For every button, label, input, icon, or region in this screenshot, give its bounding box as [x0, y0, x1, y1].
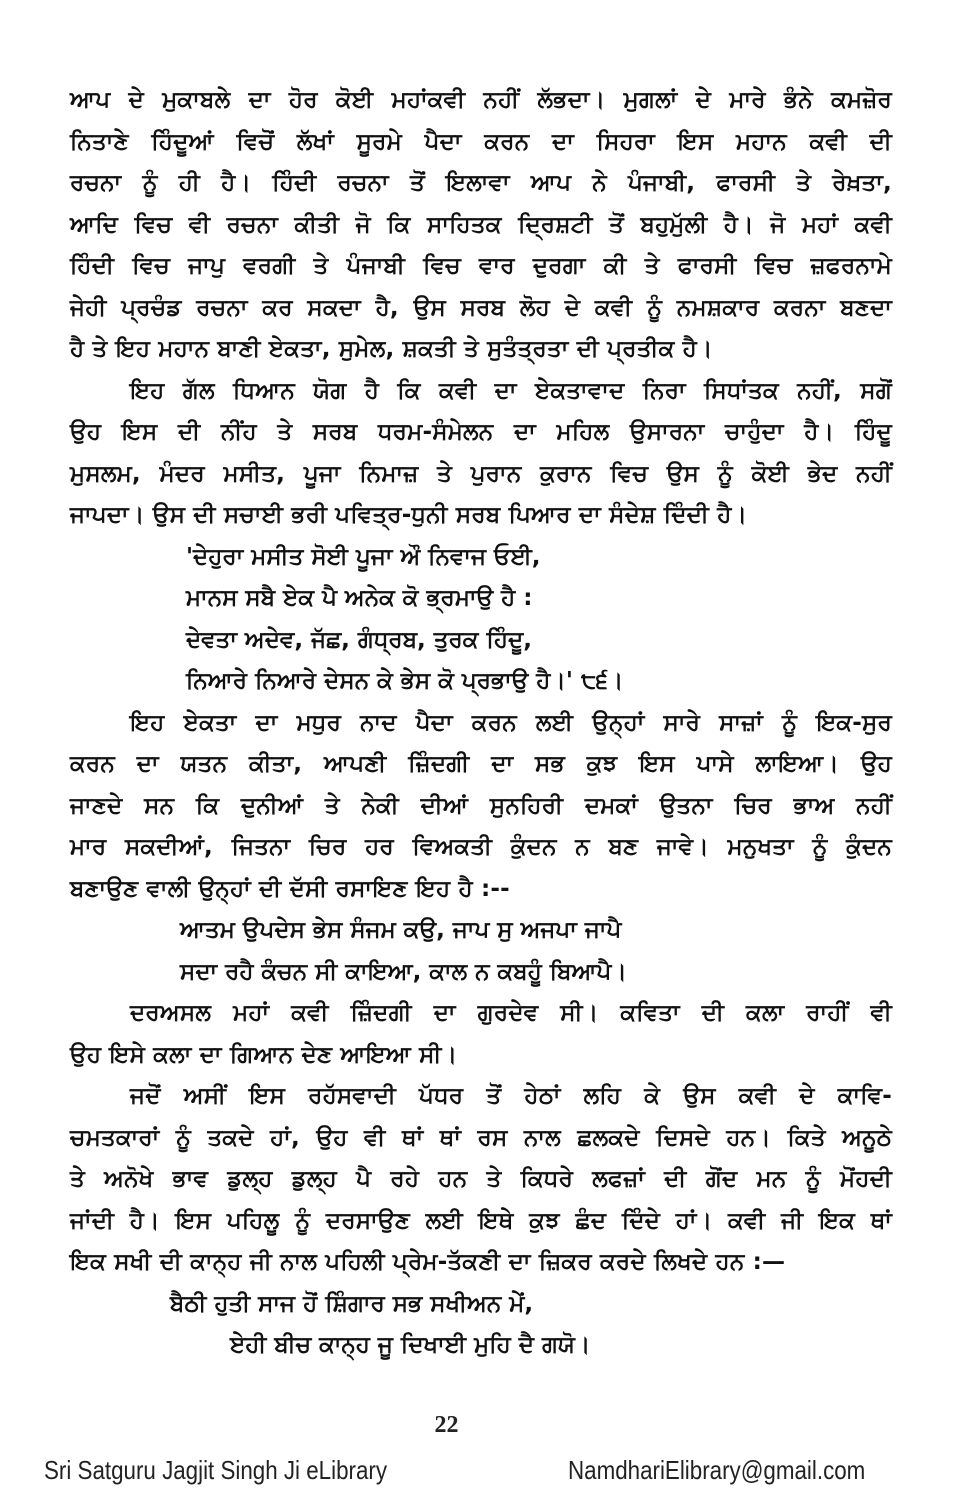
text-line: ਇਹ ਗੱਲ ਧਿਆਨ ਯੋਗ ਹੈ ਕਿ ਕਵੀ ਦਾ ਏਕਤਾਵਾਦ ਨਿਰਾ ਸਿਧਾਂਤਕ ਨਹੀਂ, ਸਗੋਂ: [130, 377, 892, 404]
verse-line: 'ਦੇਹੁਰਾ ਮਸੀਤ ਸੋਈ ਪੂਜਾ ਔ ਨਿਵਾਜ ਓਈ,: [186, 543, 541, 570]
footer-library-name: Sri Satguru Jagjit Singh Ji eLibrary: [44, 1455, 388, 1485]
paragraph: [70, 703, 892, 911]
text-line: ਬਣਾਉਣ ਵਾਲੀ ਉਨ੍ਹਾਂ ਦੀ ਦੱਸੀ ਰਸਾਇਣ ਇਹ ਹੈ :--: [70, 875, 510, 902]
text-line: ਰਚਨਾ ਨੂੰ ਹੀ ਹੈ। ਹਿੰਦੀ ਰਚਨਾ ਤੋਂ ਇਲਾਵਾ ਆਪ ਨੇ ਪੰਜਾਬੀ, ਫਾਰਸੀ ਤੇ ਰੇਖ਼ਤਾ,: [70, 170, 892, 196]
paragraph: [70, 80, 892, 371]
verse-quote: [70, 537, 892, 703]
text-line: ਹਿੰਦੀ ਵਿਚ ਜਾਪੁ ਵਰਗੀ ਤੇ ਪੰਜਾਬੀ ਵਿਚ ਵਾਰ ਦੁਰਗਾ ਕੀ ਤੇ ਫਾਰਸੀ ਵਿਚ ਜ਼ਫਰਨਾਮੇ: [70, 253, 892, 279]
text-line: ਕਰਨ ਦਾ ਯਤਨ ਕੀਤਾ, ਆਪਣੀ ਜ਼ਿੰਦਗੀ ਦਾ ਸਭ ਕੁਝ ਇਸ ਪਾਸੇ ਲਾਇਆ। ਉਹ: [70, 751, 892, 777]
text-line: ਜੇਹੀ ਪ੍ਰਚੰਡ ਰਚਨਾ ਕਰ ਸਕਦਾ ਹੈ, ਉਸ ਸਰਬ ਲੋਹ ਦੇ ਕਵੀ ਨੂੰ ਨਮਸ਼ਕਾਰ ਕਰਨਾ ਬਣਦਾ: [70, 294, 892, 321]
verse-line: ਆਤਮ ਉਪਦੇਸ ਭੇਸ ਸੰਜਮ ਕਉ, ਜਾਪ ਸੁ ਅਜਪਾ ਜਾਪੈ: [180, 917, 622, 943]
verse-line: ਬੈਠੀ ਹੁਤੀ ਸਾਜ ਹੋਂ ਸ਼ਿੰਗਾਰ ਸਭ ਸਖੀਅਨ ਮੇਂ,: [170, 1290, 534, 1317]
text-line: ਜਾਪਦਾ। ਉਸ ਦੀ ਸਚਾਈ ਭਰੀ ਪਵਿਤ੍ਰ-ਧੁਨੀ ਸਰਬ ਪਿਆਰ ਦਾ ਸੰਦੇਸ਼ ਦਿੰਦੀ ਹੈ।: [70, 502, 748, 528]
text-line: ਜਦੋਂ ਅਸੀਂ ਇਸ ਰਹੱਸਵਾਦੀ ਪੱਧਰ ਤੋਂ ਹੇਠਾਂ ਲਹਿ ਕੇ ਉਸ ਕਵੀ ਦੇ ਕਾਵਿ-: [130, 1083, 892, 1109]
text-line: ਦਰਅਸਲ ਮਹਾਂ ਕਵੀ ਜ਼ਿੰਦਗੀ ਦਾ ਗੁਰਦੇਵ ਸੀ। ਕਵਿਤਾ ਦੀ ਕਲਾ ਰਾਹੀਂ ਵੀ: [130, 1000, 892, 1026]
text-line: ਆਪ ਦੇ ਮੁਕਾਬਲੇ ਦਾ ਹੋਰ ਕੋਈ ਮਹਾਂਕਵੀ ਨਹੀਂ ਲੱਭਦਾ। ਮੁਗਲਾਂ ਦੇ ਮਾਰੇ ਭੰਨੇ ਕਮਜ਼ੋਰ: [70, 87, 892, 113]
text-line: ਜਾਂਦੀ ਹੈ। ਇਸ ਪਹਿਲੂ ਨੂੰ ਦਰਸਾਉਣ ਲਈ ਇਥੇ ਕੁਝ ਛੰਦ ਦਿੰਦੇ ਹਾਂ। ਕਵੀ ਜੀ ਇਕ ਥਾਂ: [70, 1207, 892, 1234]
paragraph: [70, 1076, 892, 1284]
text-line: ਉਹ ਇਸੇ ਕਲਾ ਦਾ ਗਿਆਨ ਦੇਣ ਆਇਆ ਸੀ।: [70, 1041, 458, 1068]
verse-line: ਸਦਾ ਰਹੈ ਕੰਚਨ ਸੀ ਕਾਇਆ, ਕਾਲ ਨ ਕਬਹੂੰ ਬਿਆਪੈ।: [180, 958, 627, 985]
paragraph: [70, 993, 892, 1076]
text-line: ਹੈ ਤੇ ਇਹ ਮਹਾਨ ਬਾਣੀ ਏਕਤਾ, ਸੁਮੇਲ, ਸ਼ਕਤੀ ਤੇ ਸੁਤੰਤ੍ਰਤਾ ਦੀ ਪ੍ਰਤੀਕ ਹੈ।: [70, 336, 713, 362]
text-line: ਆਦਿ ਵਿਚ ਵੀ ਰਚਨਾ ਕੀਤੀ ਜੋ ਕਿ ਸਾਹਿਤਕ ਦ੍ਰਿਸ਼ਟੀ ਤੋਂ ਬਹੁਮੁੱਲੀ ਹੈ। ਜੋ ਮਹਾਂ ਕਵੀ: [70, 211, 892, 238]
text-line: ਨਿਤਾਣੇ ਹਿੰਦੂਆਂ ਵਿਚੋਂ ਲੱਖਾਂ ਸੂਰਮੇ ਪੈਦਾ ਕਰਨ ਦਾ ਸਿਹਰਾ ਇਸ ਮਹਾਨ ਕਵੀ ਦੀ: [70, 128, 892, 155]
verse-quote: [70, 1284, 892, 1367]
page-number: 22: [434, 1412, 459, 1438]
verse-line: ਏਹੀ ਬੀਚ ਕਾਨ੍ਹ ਜੂ ਦਿਖਾਈ ਮੁਹਿ ਦੈ ਗਯੋ।: [230, 1332, 591, 1358]
text-line: ਚਮਤਕਾਰਾਂ ਨੂੰ ਤਕਦੇ ਹਾਂ, ਉਹ ਵੀ ਥਾਂ ਥਾਂ ਰਸ ਨਾਲ ਛਲਕਦੇ ਦਿਸਦੇ ਹਨ। ਕਿਤੇ ਅਨੂਠੇ: [70, 1124, 892, 1151]
text-line: ਇਹ ਏਕਤਾ ਦਾ ਮਧੁਰ ਨਾਦ ਪੈਦਾ ਕਰਨ ਲਈ ਉਨ੍ਹਾਂ ਸਾਰੇ ਸਾਜ਼ਾਂ ਨੂੰ ਇਕ-ਸੁਰ: [130, 709, 892, 736]
verse-line: ਮਾਨਸ ਸਬੈ ਏਕ ਪੈ ਅਨੇਕ ਕੋ ਭ੍ਰਮਾਉ ਹੈ :: [186, 585, 533, 611]
text-line: ਉਹ ਇਸ ਦੀ ਨੀਂਹ ਤੇ ਸਰਬ ਧਰਮ-ਸੰਮੇਲਨ ਦਾ ਮਹਿਲ ਉਸਾਰਨਾ ਚਾਹੁੰਦਾ ਹੈ। ਹਿੰਦੂ: [70, 419, 892, 445]
page-body: [70, 80, 892, 1367]
paragraph: [70, 371, 892, 537]
text-line: ਮੁਸਲਮ, ਮੰਦਰ ਮਸੀਤ, ਪੂਜਾ ਨਿਮਾਜ਼ ਤੇ ਪੁਰਾਨ ਕੁਰਾਨ ਵਿਚ ਉਸ ਨੂੰ ਕੋਈ ਭੇਦ ਨਹੀਂ: [70, 460, 892, 487]
text-line: ਇਕ ਸਖੀ ਦੀ ਕਾਨ੍ਹ ਜੀ ਨਾਲ ਪਹਿਲੀ ਪ੍ਰੇਮ-ਤੱਕਣੀ ਦਾ ਜ਼ਿਕਰ ਕਰਦੇ ਲਿਖਦੇ ਹਨ :—: [70, 1249, 786, 1275]
text-line: ਜਾਣਦੇ ਸਨ ਕਿ ਦੁਨੀਆਂ ਤੇ ਨੇਕੀ ਦੀਆਂ ਸੁਨਹਿਰੀ ਦਮਕਾਂ ਉਤਨਾ ਚਿਰ ਭਾਅ ਨਹੀਂ: [70, 792, 892, 819]
verse-quote: [70, 910, 892, 993]
text-line: ਤੇ ਅਨੋਖੇ ਭਾਵ ਡੁਲ੍ਹ ਡੁਲ੍ਹ ਪੈ ਰਹੇ ਹਨ ਤੇ ਕਿਧਰੇ ਲਫਜ਼ਾਂ ਦੀ ਗੋਂਦ ਮਨ ਨੂੰ ਮੋਂਹਦੀ: [70, 1166, 892, 1192]
text-line: ਮਾਰ ਸਕਦੀਆਂ, ਜਿਤਨਾ ਚਿਰ ਹਰ ਵਿਅਕਤੀ ਕੁੰਦਨ ਨ ਬਣ ਜਾਵੇ। ਮਨੁਖਤਾ ਨੂੰ ਕੁੰਦਨ: [70, 834, 892, 860]
verse-line: ਦੇਵਤਾ ਅਦੇਵ, ਜੱਛ, ਗੰਧ੍ਰਬ, ਤੁਰਕ ਹਿੰਦੂ,: [186, 626, 532, 653]
verse-line: ਨਿਆਰੇ ਨਿਆਰੇ ਦੇਸਨ ਕੇ ਭੇਸ ਕੋ ਪ੍ਰਭਾਉ ਹੈ।' ੮੬।: [186, 668, 624, 694]
footer-email: NamdhariElibrary@gmail.com: [568, 1455, 866, 1485]
